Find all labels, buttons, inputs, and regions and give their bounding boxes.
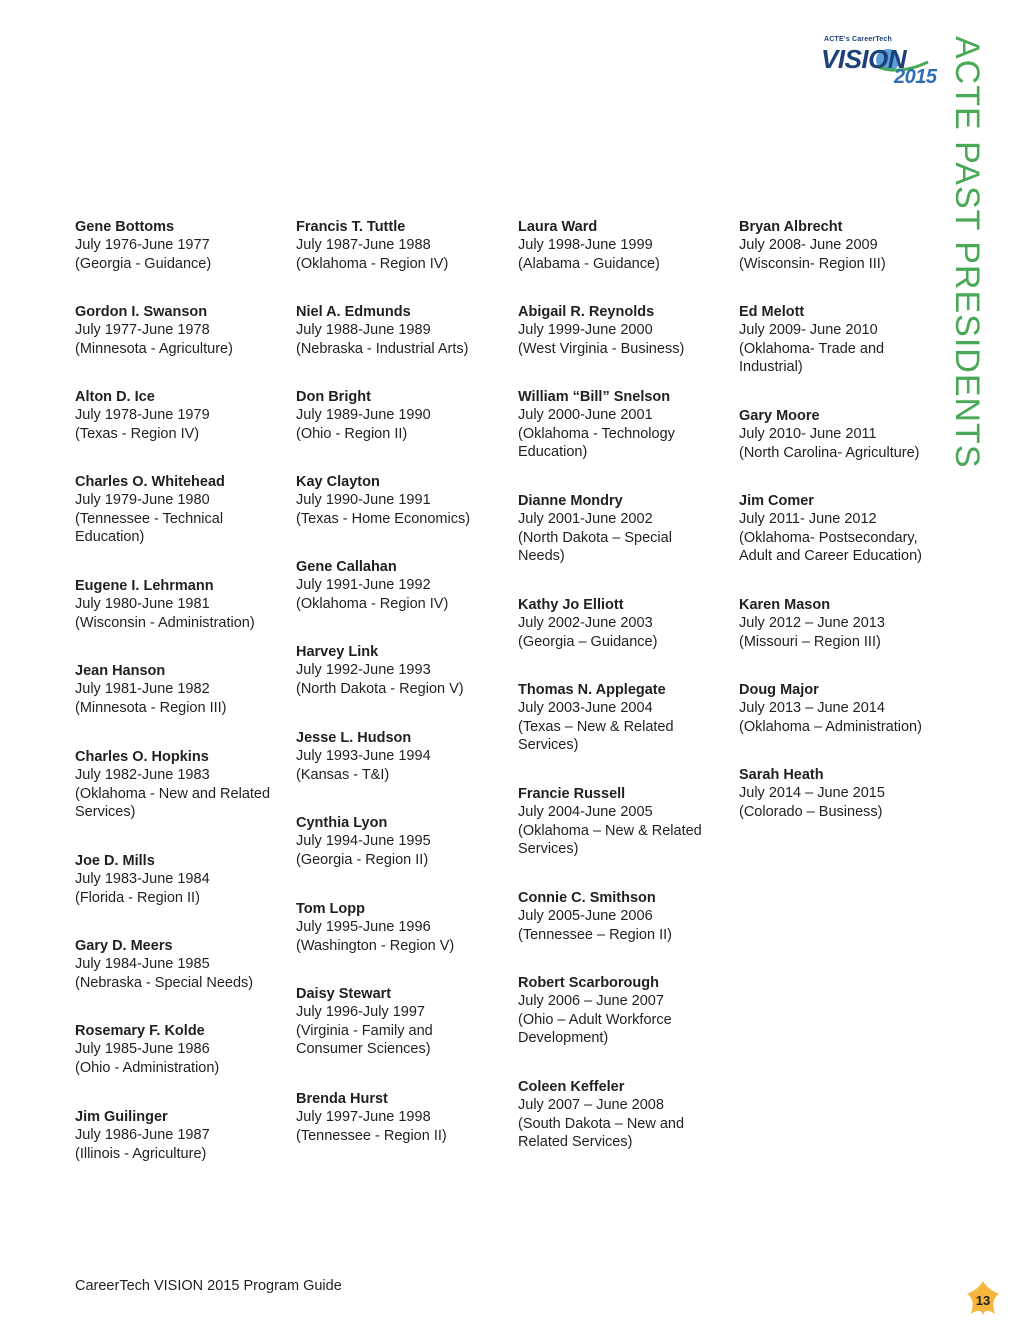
president-entry [75,748,285,822]
president-term: July 2003-June 2004 [518,700,653,717]
president-term: July 1979-June 1980 [75,492,210,509]
president-entry [518,889,728,944]
president-state-region: (Georgia - Region II) [296,851,429,868]
president-state-region: Needs) [518,548,565,565]
president-entry [75,1022,285,1077]
program-guide-title: CareerTech VISION 2015 Program Guide [75,1278,342,1294]
president-state-region: Services) [75,804,136,821]
president-entry [518,681,728,755]
logo-year: 2015 [894,66,937,88]
president-state-region: Education) [75,529,145,546]
president-state-region: (Minnesota - Region III) [75,699,227,716]
president-name: Gordon I. Swanson [75,304,208,320]
president-name: Connie C. Smithson [518,890,656,906]
page-title: ACTE PAST PRESIDENTS [948,36,986,469]
president-name: Gene Bottoms [75,219,175,235]
president-name: Bryan Albrecht [739,219,843,235]
president-term: July 1981-June 1982 [75,681,210,698]
president-entry [296,1090,506,1145]
president-entry [518,596,728,651]
president-term: July 1976-June 1977 [75,237,210,254]
president-term: July 2002-June 2003 [518,615,653,632]
president-term: July 1980-June 1981 [75,596,210,613]
president-term: July 2007 – June 2008 [518,1097,664,1114]
president-state-region: (Colorado – Business) [739,803,883,820]
president-entry [296,643,506,698]
president-name: Doug Major [739,682,819,698]
president-name: Brenda Hurst [296,1091,388,1107]
president-name: Jean Hanson [75,663,166,679]
president-term: July 1986-June 1987 [75,1127,210,1144]
president-state-region: Adult and Career Education) [739,548,922,565]
president-name: Alton D. Ice [75,389,155,405]
president-name: Coleen Keffeler [518,1079,625,1095]
president-name: Abigail R. Reynolds [518,304,655,320]
president-state-region: (Tennessee – Region II) [518,926,672,943]
president-state-region: Education) [518,444,588,461]
page-number: 13 [975,1293,991,1308]
president-name: Eugene I. Lehrmann [75,578,214,594]
president-name: Joe D. Mills [75,853,155,869]
president-entry [75,852,285,907]
president-state-region: Development) [518,1030,609,1047]
president-entry [739,596,949,651]
vision-2015-logo [818,36,946,88]
president-term: July 2008- June 2009 [739,237,878,254]
president-state-region: (Illinois - Agriculture) [75,1145,207,1162]
president-state-region: (Tennessee - Region II) [296,1127,447,1144]
president-term: July 1977-June 1978 [75,322,210,339]
president-state-region: Services) [518,841,579,858]
president-term: July 1993-June 1994 [296,748,431,765]
president-name: Thomas N. Applegate [518,682,666,698]
president-name: Robert Scarborough [518,975,659,991]
president-term: July 2001-June 2002 [518,511,653,528]
president-state-region: (Nebraska - Special Needs) [75,974,254,991]
president-entry [739,407,949,462]
president-entry [296,218,506,273]
president-entry [296,303,506,358]
president-entry [75,662,285,717]
president-name: Tom Lopp [296,901,365,917]
president-state-region: (South Dakota – New and [518,1115,685,1132]
president-entry [75,937,285,992]
president-state-region: (Florida - Region II) [75,889,200,906]
president-name: Daisy Stewart [296,986,392,1002]
president-state-region: (Tennessee - Technical [75,510,224,527]
president-state-region: (Wisconsin- Region III) [739,255,886,272]
president-state-region: (Wisconsin - Administration) [75,614,255,631]
logo-word: VISION [821,44,907,74]
president-state-region: Consumer Sciences) [296,1041,431,1058]
president-entry [75,303,285,358]
president-state-region: (Oklahoma – Administration) [739,718,922,735]
president-entry [75,577,285,632]
president-term: July 2006 – June 2007 [518,993,664,1010]
president-name: Francis T. Tuttle [296,219,406,235]
president-entry [296,900,506,955]
president-name: Kay Clayton [296,474,380,490]
president-state-region: (Oklahoma- Trade and [739,340,885,357]
president-name: Cynthia Lyon [296,815,388,831]
president-entry [75,218,285,273]
president-name: Gene Callahan [296,559,397,575]
president-state-region: (Oklahoma – New & Related [518,822,702,839]
president-state-region: (Oklahoma - Region IV) [296,255,449,272]
president-state-region: (Ohio - Administration) [75,1059,220,1076]
president-name: Jim Guilinger [75,1109,168,1125]
president-state-region: Related Services) [518,1134,633,1151]
president-term: July 2000-June 2001 [518,407,653,424]
president-term: July 1999-June 2000 [518,322,653,339]
president-entry [739,492,949,566]
president-state-region: (Texas - Home Economics) [296,510,471,527]
president-name: William “Bill” Snelson [518,389,671,405]
president-name: Laura Ward [518,219,598,235]
president-term: July 2013 – June 2014 [739,700,885,717]
president-name: Karen Mason [739,597,831,613]
president-term: July 2010- June 2011 [739,426,877,443]
president-term: July 1978-June 1979 [75,407,210,424]
president-term: July 2014 – June 2015 [739,785,885,802]
president-state-region: (Nebraska - Industrial Arts) [296,340,469,357]
president-term: July 2011- June 2012 [739,511,877,528]
president-entry [518,1078,728,1152]
president-term: July 1996-July 1997 [296,1004,425,1021]
president-entry [739,766,949,821]
president-entry [75,473,285,547]
president-state-region: (North Dakota - Region V) [296,680,464,697]
president-name: Kathy Jo Elliott [518,597,624,613]
president-name: Jim Comer [739,493,814,509]
president-term: July 2004-June 2005 [518,804,653,821]
president-state-region: (Ohio - Region II) [296,425,408,442]
president-term: July 1991-June 1992 [296,577,431,594]
president-entry [296,814,506,869]
president-entry [518,785,728,859]
president-term: July 1994-June 1995 [296,833,431,850]
president-state-region: (Alabama - Guidance) [518,255,660,272]
president-name: Rosemary F. Kolde [75,1023,205,1039]
president-state-region: (Oklahoma - Region IV) [296,595,449,612]
president-state-region: (Ohio – Adult Workforce [518,1011,672,1028]
president-term: July 1990-June 1991 [296,492,431,509]
president-state-region: (Oklahoma - New and Related [75,785,271,802]
president-state-region: (Oklahoma - Technology [518,425,675,442]
president-entry [739,218,949,273]
page-number-badge [965,1280,1001,1316]
president-entry [296,558,506,613]
president-term: July 1989-June 1990 [296,407,431,424]
president-name: Niel A. Edmunds [296,304,411,320]
president-term: July 2009- June 2010 [739,322,878,339]
president-term: July 1984-June 1985 [75,956,210,973]
president-term: July 2005-June 2006 [518,908,653,925]
president-entry [296,729,506,784]
president-state-region: (Georgia – Guidance) [518,633,658,650]
president-entry [75,1108,285,1163]
president-name: Jesse L. Hudson [296,730,412,746]
president-term: July 1998-June 1999 [518,237,653,254]
president-entry [518,492,728,566]
president-term: July 1988-June 1989 [296,322,431,339]
president-name: Ed Melott [739,304,805,320]
president-state-region: (Georgia - Guidance) [75,255,212,272]
president-state-region: (North Dakota – Special [518,529,672,546]
president-entry [518,303,728,358]
president-term: July 1985-June 1986 [75,1041,210,1058]
president-entry [739,681,949,736]
president-name: Francie Russell [518,786,626,802]
president-name: Charles O. Whitehead [75,474,225,490]
president-entry [296,473,506,528]
president-name: Charles O. Hopkins [75,749,209,765]
president-entry [296,985,506,1059]
president-state-region: (Washington - Region V) [296,937,455,954]
president-name: Don Bright [296,389,371,405]
president-state-region: Industrial) [739,359,803,376]
president-name: Sarah Heath [739,767,824,783]
president-entry [296,388,506,443]
president-state-region: (North Carolina- Agriculture) [739,444,920,461]
president-entry [75,388,285,443]
president-term: July 1983-June 1984 [75,871,210,888]
president-term: July 2012 – June 2013 [739,615,885,632]
president-term: July 1992-June 1993 [296,662,431,679]
president-state-region: (Texas - Region IV) [75,425,200,442]
president-name: Harvey Link [296,644,379,660]
logo-top-text: ACTE's CareerTech [824,36,892,43]
president-state-region: (Minnesota - Agriculture) [75,340,233,357]
president-name: Gary Moore [739,408,820,424]
president-state-region: (Kansas - T&I) [296,766,390,783]
president-state-region: (Virginia - Family and [296,1022,433,1039]
president-state-region: (Oklahoma- Postsecondary, [739,529,918,546]
president-state-region: Services) [518,737,579,754]
president-term: July 1995-June 1996 [296,919,431,936]
president-state-region: (Missouri – Region III) [739,633,881,650]
president-entry [518,218,728,273]
president-state-region: (West Virginia - Business) [518,340,685,357]
president-name: Dianne Mondry [518,493,623,509]
president-state-region: (Texas – New & Related [518,718,674,735]
president-entry [739,303,949,377]
president-name: Gary D. Meers [75,938,173,954]
president-entry [518,388,728,462]
president-term: July 1987-June 1988 [296,237,431,254]
president-term: July 1997-June 1998 [296,1109,431,1126]
president-term: July 1982-June 1983 [75,767,210,784]
president-entry [518,974,728,1048]
